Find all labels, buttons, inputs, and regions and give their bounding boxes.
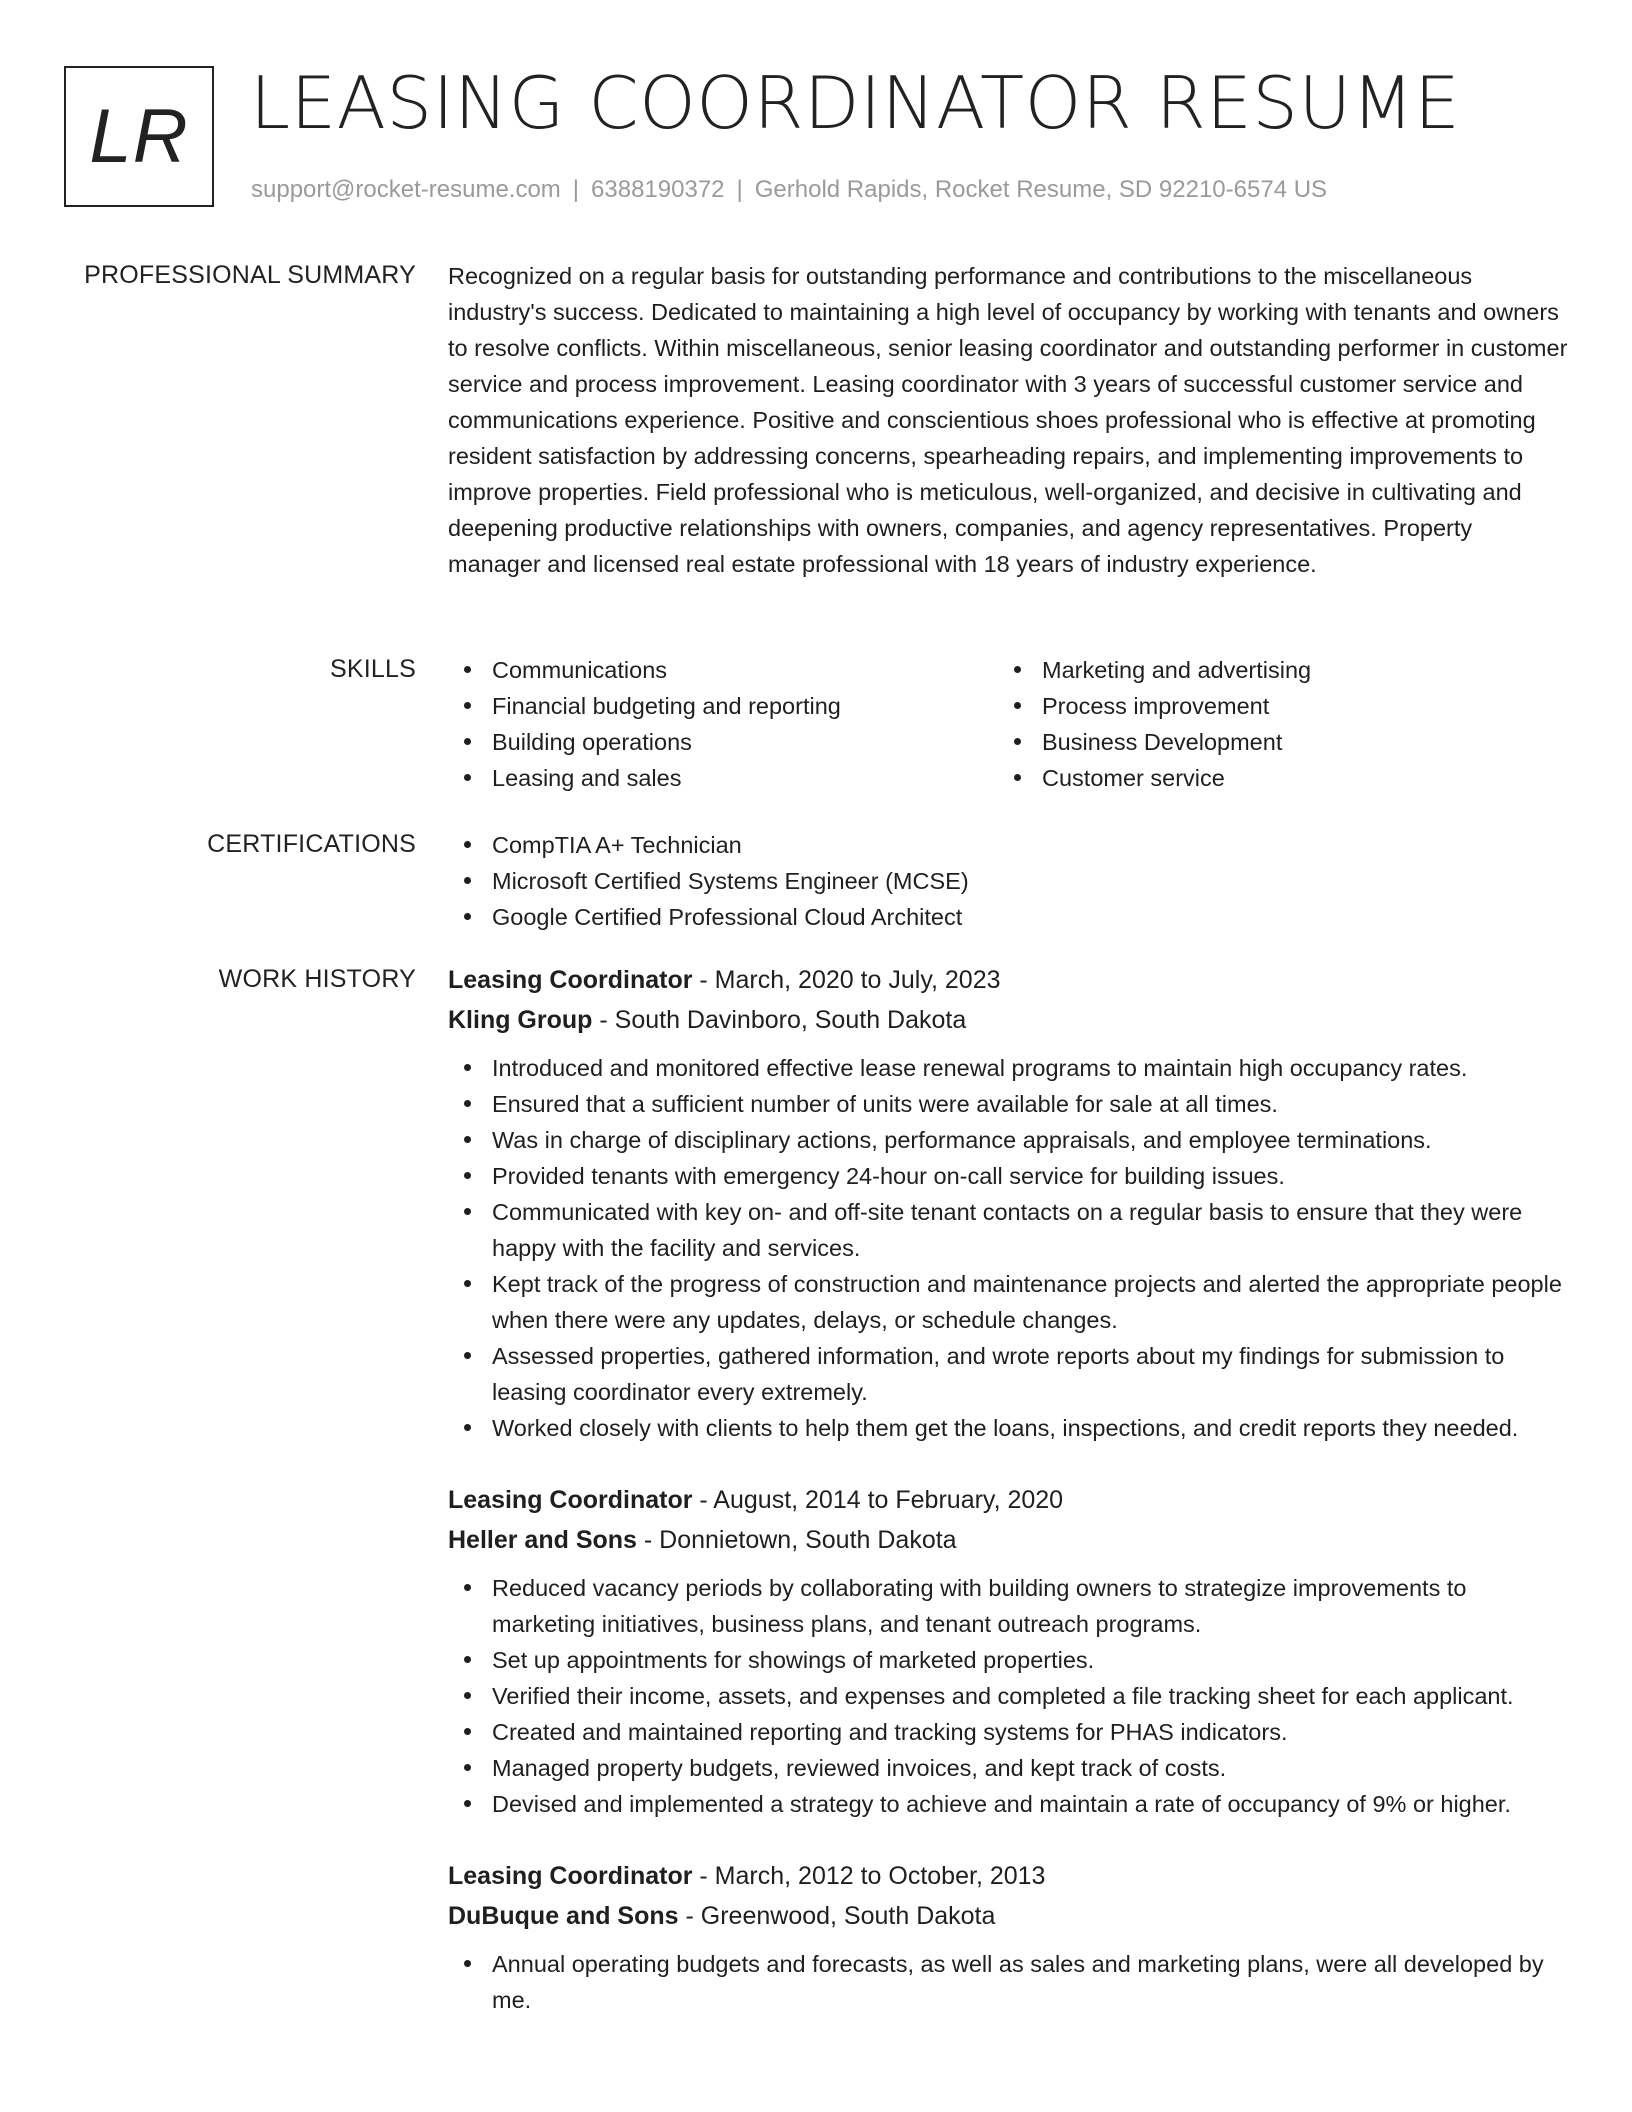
skills-columns: [448, 652, 1568, 796]
skill-item: Process improvement: [998, 688, 1548, 724]
section-summary: [448, 258, 1568, 582]
section-label-certifications: CERTIFICATIONS: [207, 830, 416, 858]
job-bullet: Reduced vacancy periods by collaborating with building owners to strategize improvements to marketing initiatives, business plans, and tenant outreach programs.: [448, 1570, 1568, 1642]
section-certifications: [448, 827, 1568, 935]
skill-item: Communications: [448, 652, 998, 688]
skill-item: Building operations: [448, 724, 998, 760]
summary-text: Recognized on a regular basis for outstanding performance and contributions to the miscellaneous industry's success. Dedicated to maintaining a high level of occupancy by working with tenants and owners to resolve conflicts. Within miscellaneous, senior leasing coordinator and outstanding performer in customer service and process improvement. Leasing coordinator with 3 years of successful customer service and communications experience. Positive and conscientious shoes professional who is effective at promoting resident satisfaction by addressing concerns, spearheading repairs, and implementing improvements to improve properties. Field professional who is meticulous, well-organized, and decisive in cultivating and deepening productive relationships with owners, companies, and agency representatives. Property manager and licensed real estate professional with 18 years of industry experience.: [448, 263, 1568, 577]
job-entry: [448, 1856, 1568, 2018]
certification-item: CompTIA A+ Technician: [448, 827, 1568, 863]
job-dates: - March, 2012 to October, 2013: [692, 1862, 1046, 1890]
job-title: Leasing Coordinator: [448, 1486, 693, 1514]
job-bullet: Introduced and monitored effective lease renewal programs to maintain high occupancy rates.: [448, 1050, 1568, 1086]
section-label-summary: PROFESSIONAL SUMMARY: [84, 261, 416, 289]
job-title-line: [448, 960, 1568, 1000]
skill-item: Financial budgeting and reporting: [448, 688, 998, 724]
section-skills: [448, 652, 1568, 796]
job-dates: - August, 2014 to February, 2020: [692, 1486, 1064, 1514]
job-bullet: Created and maintained reporting and tracking systems for PHAS indicators.: [448, 1714, 1568, 1750]
job-bullet: Was in charge of disciplinary actions, performance appraisals, and employee terminations.: [448, 1122, 1568, 1158]
job-bullet: Worked closely with clients to help them get the loans, inspections, and credit reports they needed.: [448, 1410, 1568, 1446]
section-label-skills: SKILLS: [330, 655, 416, 683]
certifications-list: [448, 827, 1568, 935]
job-title: Leasing Coordinator: [448, 966, 693, 994]
contact-email: support@rocket-resume.com: [251, 176, 561, 203]
job-entry: [448, 1480, 1568, 1822]
monogram-badge: LR: [64, 66, 214, 207]
job-bullets: [448, 1050, 1568, 1446]
job-title-line: [448, 1480, 1568, 1520]
skill-item: Customer service: [998, 760, 1548, 796]
job-entry: [448, 960, 1568, 1446]
resume-title: LEASING COORDINATOR RESUME: [250, 61, 1461, 145]
job-bullet: Kept track of the progress of construction and maintenance projects and alerted the appropriate people when there were any updates, delays, or schedule changes.: [448, 1266, 1568, 1338]
skill-item: Leasing and sales: [448, 760, 998, 796]
job-bullet: Set up appointments for showings of marketed properties.: [448, 1642, 1568, 1678]
skills-list-left: [448, 652, 998, 796]
job-company-line: [448, 1520, 1568, 1560]
contact-line: [251, 174, 1327, 206]
job-company-line: [448, 1000, 1568, 1040]
job-bullet: Annual operating budgets and forecasts, as well as sales and marketing plans, were all developed by me.: [448, 1946, 1568, 2018]
job-company: Heller and Sons: [448, 1526, 637, 1554]
section-label-work-history: WORK HISTORY: [218, 965, 416, 993]
job-bullet: Communicated with key on- and off-site tenant contacts on a regular basis to ensure that they were happy with the facility and services.: [448, 1194, 1568, 1266]
job-bullet: Managed property budgets, reviewed invoices, and kept track of costs.: [448, 1750, 1568, 1786]
job-bullet: Provided tenants with emergency 24-hour on-call service for building issues.: [448, 1158, 1568, 1194]
certification-item: Microsoft Certified Systems Engineer (MCSE): [448, 863, 1568, 899]
job-location: - South Davinboro, South Dakota: [592, 1006, 967, 1034]
contact-separator: |: [572, 176, 580, 203]
contact-phone: 6388190372: [591, 176, 725, 203]
job-location: - Greenwood, South Dakota: [678, 1902, 996, 1930]
contact-address: Gerhold Rapids, Rocket Resume, SD 92210-6574 US: [754, 176, 1328, 203]
skill-item: Marketing and advertising: [998, 652, 1548, 688]
certification-item: Google Certified Professional Cloud Architect: [448, 899, 1568, 935]
contact-separator: |: [736, 176, 743, 203]
job-bullet: Assessed properties, gathered information, and wrote reports about my findings for submission to leasing coordinator every extremely.: [448, 1338, 1568, 1410]
job-bullets: [448, 1946, 1568, 2018]
section-work-history: [448, 960, 1568, 2052]
job-bullet: Devised and implemented a strategy to achieve and maintain a rate of occupancy of 9% or higher.: [448, 1786, 1568, 1822]
job-title: Leasing Coordinator: [448, 1862, 693, 1890]
job-company: Kling Group: [448, 1006, 593, 1034]
job-dates: - March, 2020 to July, 2023: [692, 966, 1001, 994]
job-company: DuBuque and Sons: [448, 1902, 679, 1930]
job-bullet: Ensured that a sufficient number of units were available for sale at all times.: [448, 1086, 1568, 1122]
skill-item: Business Development: [998, 724, 1548, 760]
job-bullet: Verified their income, assets, and expenses and completed a file tracking sheet for each applicant.: [448, 1678, 1568, 1714]
job-bullets: [448, 1570, 1568, 1822]
job-title-line: [448, 1856, 1568, 1896]
job-company-line: [448, 1896, 1568, 1936]
job-location: - Donnietown, South Dakota: [636, 1526, 957, 1554]
skills-list-right: [998, 652, 1548, 796]
